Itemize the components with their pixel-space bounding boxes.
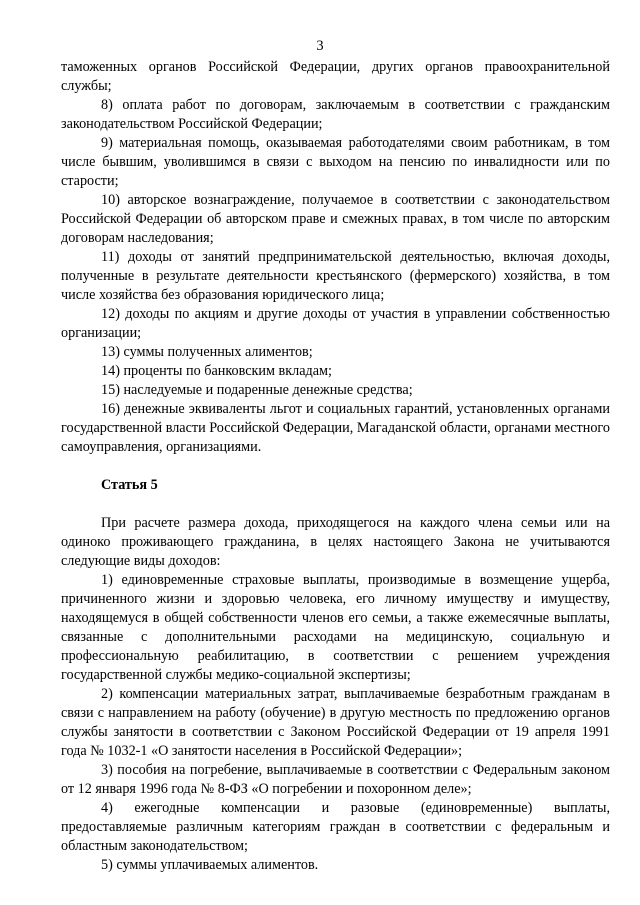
list-item-9: 9) материальная помощь, оказываемая работодателями своим работникам, в том числе бывшим, уволившимся в связи с выходом на пенсию по инвалидности или по старости; — [61, 135, 610, 189]
list-item-11: 11) доходы от занятий предпринимательской деятельностью, включая доходы, полученные в результате деятельности крестьянского (фермерского) хозяйства, в том числе хозяйства без образования юридического лица; — [61, 249, 610, 303]
exclusion-item-1: 1) единовременные страховые выплаты, производимые в возмещение ущерба, причиненного жизни и здоровью человека, его личному имуществу и имуществу, находящемуся в общей собственности членов его семьи, а также ежемесячные выплаты, связанные с дополнительными расходами на медицинскую, социальную и профессиональную реабилитацию, в соответствии с решением учреждения государственной службы медико-социальной экспертизы; — [61, 572, 610, 683]
exclusion-item-2: 2) компенсации материальных затрат, выплачиваемые безработным гражданам в связи с направлением на работу (обучение) в другую местность по предложению органов службы занятости в соответствии с Законом Российской Федерации от 19 апреля 1991 года № 1032-1 «О занятости населения в Российской Федерации»; — [61, 686, 610, 759]
list-item-14: 14) проценты по банковским вкладам; — [101, 363, 332, 379]
list-item-8: 8) оплата работ по договорам, заключаемым в соответствии с гражданским законодательством Российской Федерации; — [61, 97, 610, 132]
list-item-10: 10) авторское вознаграждение, получаемое в соответствии с законодательством Российской Федерации об авторском праве и смежных правах, в том числе по авторским договорам наследования; — [61, 192, 610, 246]
paragraph-continuation: таможенных органов Российской Федерации, других органов правоохранительной службы; — [61, 59, 610, 94]
list-item-16: 16) денежные эквиваленты льгот и социальных гарантий, установленных органами государственной власти Российской Федерации, Магаданской области, органами местного самоуправления, организациями. — [61, 401, 610, 455]
list-item-15: 15) наследуемые и подаренные денежные средства; — [101, 382, 413, 398]
exclusion-item-4: 4) ежегодные компенсации и разовые (единовременные) выплаты, предоставляемые различным категориям граждан в соответствии с федеральным и областным законодательством; — [61, 800, 610, 854]
document-body — [61, 58, 610, 875]
exclusion-item-5: 5) суммы уплачиваемых алиментов. — [101, 857, 319, 873]
article-intro: При расчете размера дохода, приходящегося на каждого члена семьи или на одиноко проживающего гражданина, в целях настоящего Закона не учитываются следующие виды доходов: — [61, 515, 610, 569]
page-number: 3 — [316, 38, 324, 54]
list-item-13: 13) суммы полученных алиментов; — [101, 344, 313, 360]
exclusion-item-3: 3) пособия на погребение, выплачиваемые в соответствии с Федеральным законом от 12 января 1996 года № 8-ФЗ «О погребении и похоронном деле»; — [61, 762, 610, 797]
list-item-12: 12) доходы по акциям и другие доходы от участия в управлении собственностью организации; — [61, 306, 610, 341]
article-heading: Статья 5 — [101, 477, 158, 493]
